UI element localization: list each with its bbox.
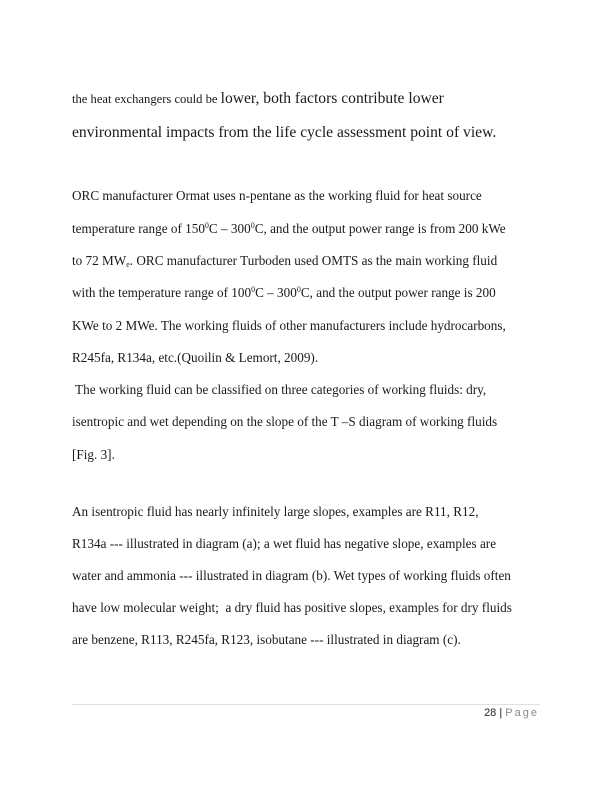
paragraph-3-line-4: have low molecular weight; a dry fluid has positive slopes, examples for dry fluids (72, 600, 512, 615)
page-number: 28 (484, 707, 497, 719)
paragraph-2-line-7: The working fluid can be classified on three categories of working fluids: dry, (72, 382, 487, 397)
paragraph-3-line-1: An isentropic fluid has nearly infinitely large slopes, examples are R11, R12, (72, 504, 479, 519)
paragraph-3-line-2: R134a --- illustrated in diagram (a); a wet fluid has negative slope, examples are (72, 536, 497, 551)
paragraph-2-line-3 (72, 253, 497, 269)
text-run: C, and the output power range is 200 (300, 285, 496, 300)
text-run: the heat exchangers could be (72, 92, 221, 106)
text-run: C – 300 (255, 285, 297, 300)
text-run: temperature range of 150 (72, 221, 205, 236)
footer-divider (72, 704, 540, 705)
subscript: e (126, 260, 130, 269)
text-run: . ORC manufacturer Turboden used OMTS as the main working fluid (129, 253, 498, 268)
text-run: C, and the output power range is from 200 kWe (254, 221, 506, 236)
paragraph-2-line-1: ORC manufacturer Ormat uses n-pentane as the working fluid for heat source (72, 188, 482, 203)
page-label: Page (505, 707, 539, 719)
paragraph-3-line-3: water and ammonia --- illustrated in diagram (b). Wet types of working fluids often (72, 568, 511, 583)
text-run: to 72 MW (72, 253, 127, 268)
degree-superscript: 0 (204, 221, 209, 230)
paragraph-2-line-8: isentropic and wet depending on the slope of the T –S diagram of working fluids (72, 414, 498, 429)
paragraph-3-line-5: are benzene, R113, R245fa, R123, isobutane --- illustrated in diagram (c). (72, 632, 461, 647)
page-footer (484, 707, 539, 719)
footer-separator: | (496, 707, 506, 719)
degree-superscript: 0 (251, 285, 256, 294)
degree-superscript: 0 (250, 221, 255, 230)
paragraph-2-line-6: R245fa, R134a, etc.(Quoilin & Lemort, 2009). (72, 350, 319, 365)
text-run: with the temperature range of 100 (72, 285, 252, 300)
paragraph-2-line-4 (72, 285, 496, 301)
degree-superscript: 0 (296, 285, 301, 294)
text-run: C – 300 (208, 221, 251, 236)
paragraph-1-line-1 (72, 90, 444, 108)
paragraph-2-line-2 (72, 221, 506, 237)
paragraph-2-line-9: [Fig. 3]. (72, 447, 115, 462)
paragraph-1-line-2: environmental impacts from the life cycle assessment point of view. (72, 124, 497, 141)
paragraph-2-line-5: KWe to 2 MWe. The working fluids of other manufacturers include hydrocarbons, (72, 318, 506, 333)
text-run: lower, both factors contribute lower (220, 90, 444, 107)
